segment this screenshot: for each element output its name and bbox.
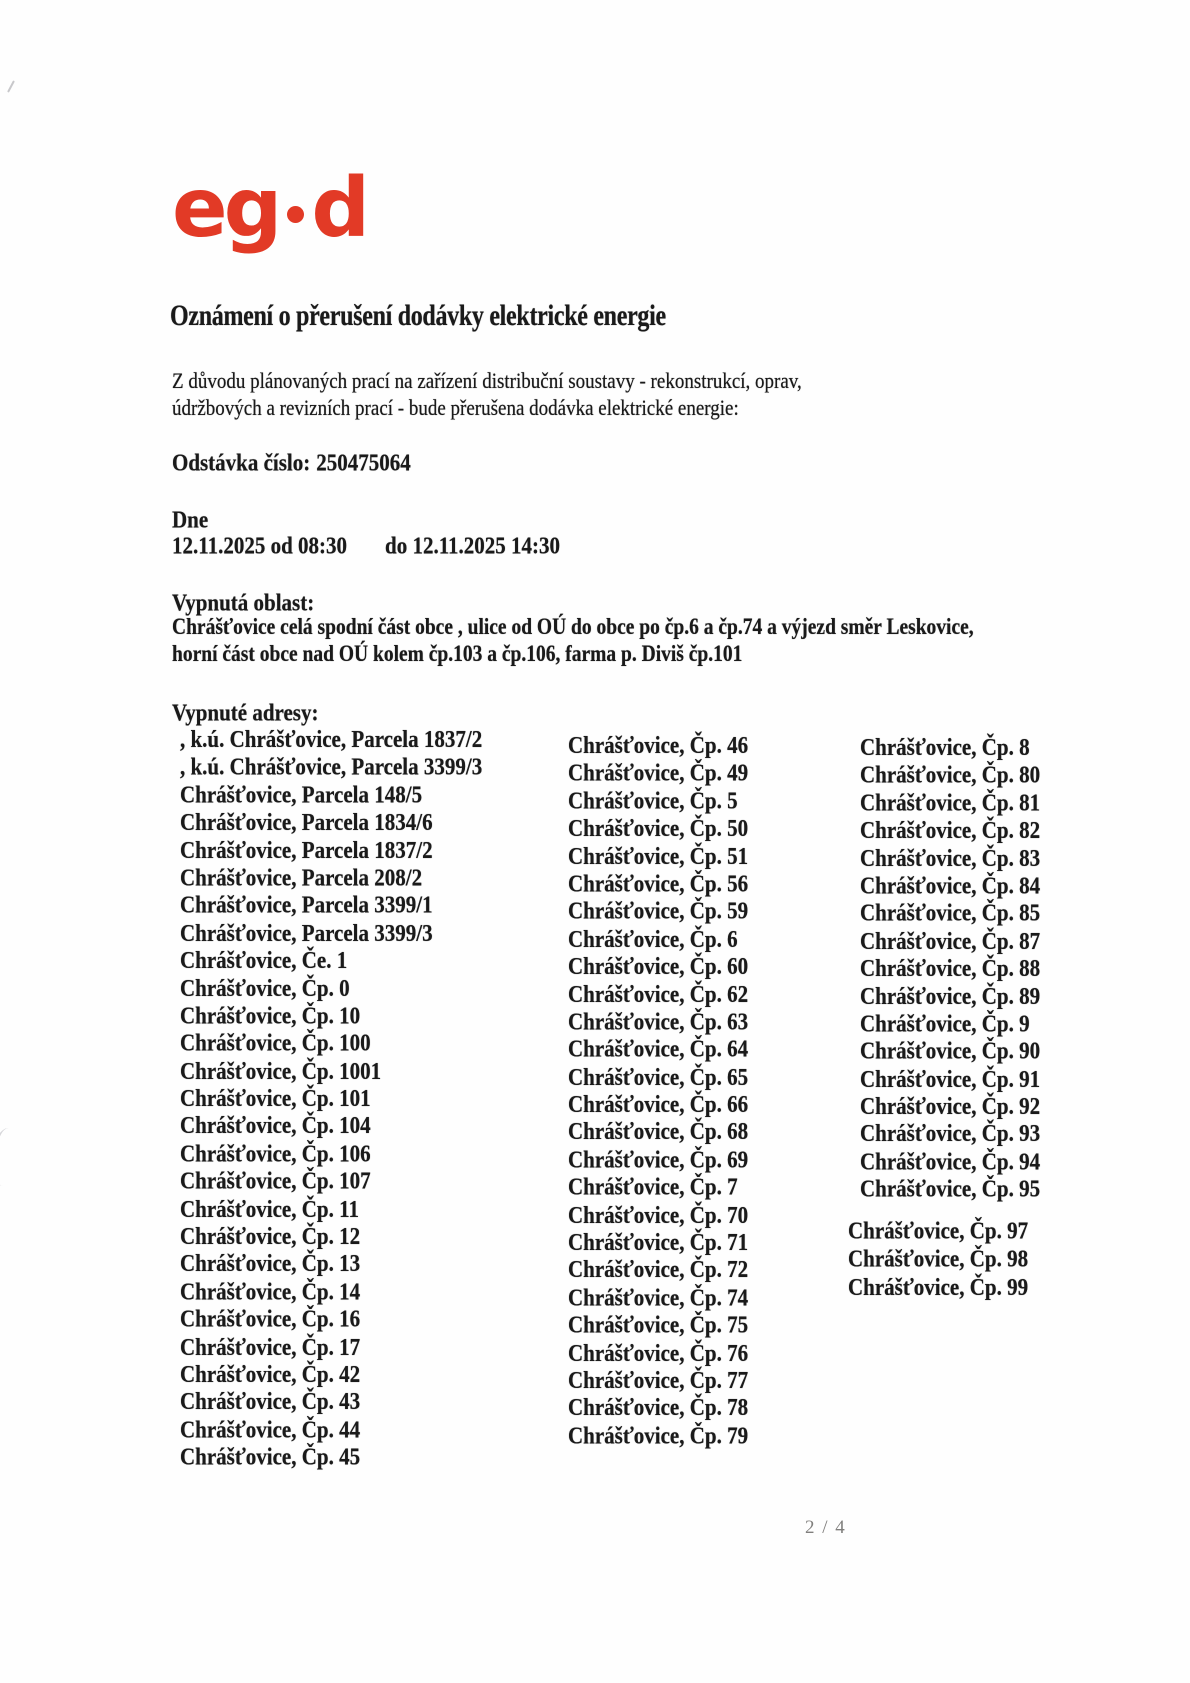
- area-line: Chrášťovice celá spodní část obce , ulice od OÚ do obce po čp.6 a čp.74 a výjezd směr Leskovice,: [172, 615, 974, 640]
- date-from: 12.11.2025 od 08:30: [172, 531, 348, 560]
- address-item: Chrášťovice, Čp. 93: [860, 1119, 1041, 1148]
- address-item: Chrášťovice, Čp. 5: [568, 786, 738, 815]
- date-to: do 12.11.2025 14:30: [385, 531, 561, 560]
- address-item: Chrášťovice, Čp. 76: [568, 1338, 749, 1367]
- addresses-column-3-extra: [848, 1216, 1028, 1302]
- address-item: Chrášťovice, Čp. 83: [860, 843, 1041, 872]
- address-item: Chrášťovice, Čp. 43: [180, 1387, 361, 1416]
- area-description: [172, 614, 974, 669]
- address-item: Chrášťovice, Čp. 51: [568, 841, 749, 870]
- area-label: Vypnutá oblast:: [172, 588, 315, 617]
- address-item: Chrášťovice, Čp. 7: [568, 1172, 738, 1201]
- address-item: Chrášťovice, Čp. 56: [568, 868, 749, 898]
- addresses-column-3: [860, 734, 1040, 1203]
- address-item: Chrášťovice, Parcela 3399/1: [180, 890, 433, 919]
- egd-logo: [172, 161, 367, 256]
- address-item: Chrášťovice, Čp. 107: [180, 1166, 371, 1195]
- address-item: Chrášťovice, Čp. 1001: [180, 1056, 382, 1085]
- address-item: Chrášťovice, Čp. 106: [180, 1138, 371, 1168]
- intro-line: Z důvodu plánovaných prací na zařízení distribuční soustavy - rekonstrukcí, oprav,: [172, 369, 802, 394]
- address-item: Chrášťovice, Čp. 44: [180, 1414, 361, 1444]
- address-item: Chrášťovice, Čp. 13: [180, 1249, 361, 1278]
- address-item: Chrášťovice, Čp. 88: [860, 953, 1041, 982]
- address-item: Chrášťovice, Čp. 84: [860, 870, 1041, 900]
- addresses-column-1: [180, 726, 482, 1471]
- scan-artifact-pen-mark: [0, 1127, 22, 1188]
- outage-number-label: Odstávka číslo:: [172, 448, 311, 477]
- address-item: Chrášťovice, Čp. 49: [568, 758, 749, 787]
- address-item: Chrášťovice, Čp. 79: [568, 1420, 749, 1450]
- address-item: Chrášťovice, Čp. 99: [848, 1273, 1029, 1302]
- outage-number-value: 250475064: [316, 448, 411, 477]
- address-item: Chrášťovice, Čp. 89: [860, 981, 1041, 1010]
- address-item: Chrášťovice, Čp. 104: [180, 1111, 371, 1140]
- outage-number-row: [172, 448, 417, 478]
- address-item: Chrášťovice, Čp. 65: [568, 1062, 749, 1091]
- address-item: Chrášťovice, Čp. 70: [568, 1200, 749, 1229]
- address-item: Chrášťovice, Čp. 92: [860, 1091, 1041, 1120]
- address-item: Chrášťovice, Čp. 11: [180, 1194, 359, 1223]
- address-item: Chrášťovice, Čp. 6: [568, 924, 738, 953]
- address-item: Chrášťovice, Čp. 90: [860, 1036, 1041, 1065]
- address-item: Chrášťovice, Čp. 46: [568, 730, 749, 760]
- address-item: Chrášťovice, Čp. 71: [568, 1227, 749, 1256]
- address-item: Chrášťovice, Če. 1: [180, 945, 348, 974]
- address-item: Chrášťovice, Čp. 82: [860, 815, 1041, 844]
- addresses-column-2: [568, 732, 748, 1450]
- address-item: Chrášťovice, Čp. 98: [848, 1244, 1029, 1273]
- address-item: Chrášťovice, Čp. 97: [848, 1216, 1029, 1245]
- address-item: Chrášťovice, Čp. 8: [860, 732, 1030, 762]
- address-item: Chrášťovice, Čp. 77: [568, 1365, 749, 1394]
- address-item: , k.ú. Chrášťovice, Parcela 3399/3: [180, 752, 483, 781]
- address-item: Chrášťovice, Čp. 62: [568, 979, 749, 1008]
- address-item: Chrášťovice, Čp. 75: [568, 1310, 749, 1339]
- address-item: Chrášťovice, Čp. 100: [180, 1028, 371, 1057]
- address-item: Chrášťovice, Čp. 16: [180, 1304, 361, 1333]
- address-item: Chrášťovice, Parcela 148/5: [180, 780, 423, 809]
- address-item: Chrášťovice, Čp. 94: [860, 1146, 1041, 1176]
- date-label: Dne: [172, 505, 209, 534]
- address-item: Chrášťovice, Čp. 91: [860, 1064, 1041, 1093]
- address-item: , k.ú. Chrášťovice, Parcela 1837/2: [180, 724, 483, 754]
- address-item: Chrášťovice, Čp. 0: [180, 973, 350, 1002]
- address-item: Chrášťovice, Čp. 9: [860, 1008, 1030, 1038]
- address-item: Chrášťovice, Čp. 101: [180, 1083, 371, 1112]
- address-item: Chrášťovice, Čp. 87: [860, 926, 1041, 955]
- address-item: Chrášťovice, Čp. 17: [180, 1332, 361, 1361]
- address-item: Chrášťovice, Čp. 81: [860, 788, 1041, 817]
- page-number: 2 / 4: [805, 1517, 847, 1538]
- page-title: Oznámení o přerušení dodávky elektrické energie: [170, 300, 666, 333]
- address-item: Chrášťovice, Čp. 10: [180, 1000, 361, 1030]
- address-item: Chrášťovice, Čp. 42: [180, 1359, 361, 1388]
- intro-paragraph: [172, 368, 802, 423]
- address-item: Chrášťovice, Čp. 69: [568, 1144, 749, 1174]
- intro-line: údržbových a revizních prací - bude přerušena dodávka elektrické energie:: [172, 396, 739, 422]
- address-item: Chrášťovice, Čp. 68: [568, 1117, 749, 1146]
- address-item: Chrášťovice, Čp. 85: [860, 898, 1041, 927]
- address-item: Chrášťovice, Čp. 63: [568, 1006, 749, 1036]
- address-item: Chrášťovice, Čp. 59: [568, 896, 749, 925]
- address-item: Chrášťovice, Čp. 78: [568, 1393, 749, 1422]
- address-item: Chrášťovice, Čp. 95: [860, 1174, 1041, 1203]
- logo-text-eg: eg: [172, 161, 279, 256]
- address-item: Chrášťovice, Čp. 72: [568, 1255, 749, 1284]
- address-item: Chrášťovice, Čp. 60: [568, 951, 749, 980]
- address-item: Chrášťovice, Čp. 74: [568, 1282, 749, 1312]
- address-item: Chrášťovice, Čp. 12: [180, 1221, 361, 1250]
- date-row: [172, 531, 560, 561]
- address-item: Chrášťovice, Parcela 1834/6: [180, 807, 433, 836]
- address-item: Chrášťovice, Čp. 64: [568, 1034, 749, 1063]
- address-item: Chrášťovice, Čp. 80: [860, 760, 1041, 789]
- address-item: Chrášťovice, Parcela 1837/2: [180, 835, 433, 864]
- address-item: Chrášťovice, Parcela 3399/3: [180, 918, 433, 947]
- address-item: Chrášťovice, Čp. 45: [180, 1442, 361, 1471]
- addresses-label: Vypnuté adresy:: [172, 698, 319, 727]
- scan-artifact-tick: [7, 80, 15, 92]
- area-line: horní část obce nad OÚ kolem čp.103 a čp.106, farma p. Diviš čp.101: [172, 642, 743, 668]
- address-item: Chrášťovice, Čp. 66: [568, 1089, 749, 1118]
- logo-dot-icon: [287, 206, 304, 223]
- address-item: Chrášťovice, Čp. 50: [568, 813, 749, 842]
- address-item: Chrášťovice, Čp. 14: [180, 1276, 361, 1306]
- logo-text-d: d: [311, 161, 367, 256]
- address-item: Chrášťovice, Parcela 208/2: [180, 862, 423, 892]
